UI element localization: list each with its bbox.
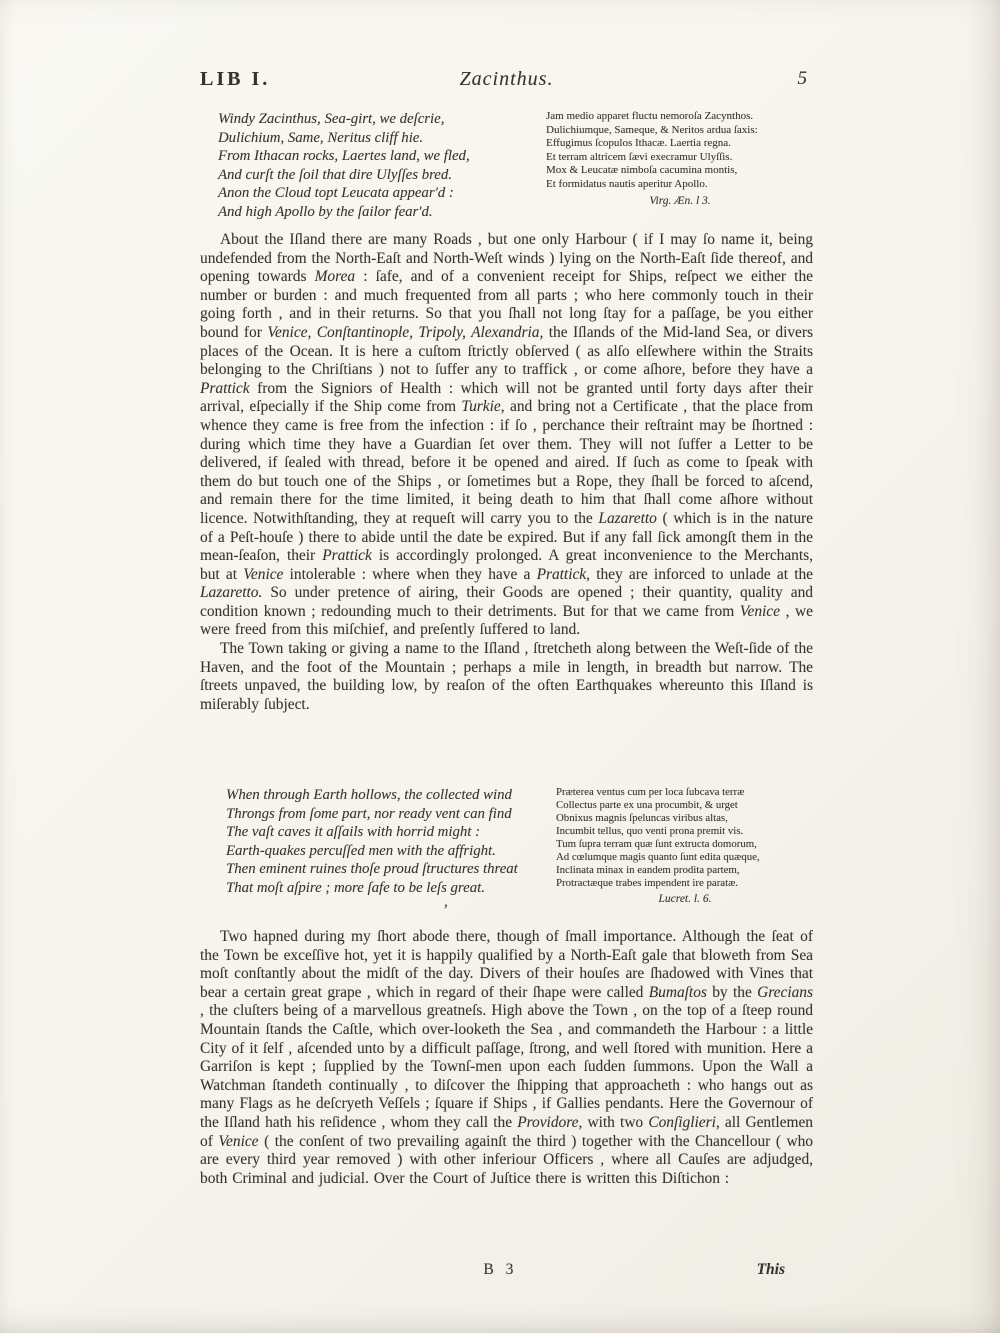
running-title: Zacinthus. xyxy=(459,68,554,90)
page-number: 5 xyxy=(797,68,807,89)
english-verse-lucretius: When through Earth hollows, the collected wind Throngs from ſome part, nor ready vent can find The vaſt caves it aſſails with horrid might : Earth-quakes percuſſed men with the affright. Then eminent ruines thoſe proud ſtructures threat That moſt aſpire ; more ſafe to be leſs great. xyxy=(226,787,518,896)
paragraph-island-harbour: About the Iſland there are many Roads , but one only Harbour ( if I may ſo name it, being undefended from the North-Eaſt and North-Weſt winds ) lying on the North-Eaſt ſide thereof, and opening towards Morea : ſafe, and of a convenient receipt for Ships, reſpect we either the number or burden : and much frequented from all parts ; who here commonly touch in their going forth , and in their returns. So that you ſhall not long ſtay for a paſſage, be you either bound for Venice, Conſtantinople, Tripoly, Alexandria, the Iſlands of the Mid-land Sea, or divers places of the Ocean. It is here a cuſtom ſtrictly obſerved ( as alſo elſewhere within the Straits belonging to the Chriſtians ) not to ſuffer any to traffick , or come aſhore, before they have a Prattick from the Signiors of Health : which will not be granted until forty days after their arrival, eſpecially if the Ship come from Turkie, and bring not a Certificate , that the place from whence they came is free from the infection : if ſo , perchance their reſtraint may be ſhortned : during which time they have a Guardian ſet over them. They will not ſuffer a Letter to be delivered, if ſealed with thread, before it be opened and aired. If ſuch as come to ſpeak with them do but touch one of the Ships , or ſometimes but a Rope, they ſhall be forced to aſcend, and remain there for the time limited, it being death to him that ſhall come aſhore without licence. Notwithſtanding, they at requeſt will carry you to the Lazaretto ( which is in the nature of a Peſt-houſe ) there to abide until the date be expired. But if any fall ſick amongſt them in the mean-ſeaſon, their Prattick is accordingly prolonged. A great inconvenience to the Merchants, but at Venice intolerable : where when they have a Prattick, they are inforced to unlade at the Lazaretto. So under pretence of airing, their Goods are opened ; their quantity, quality and condition known ; redounding much to their detriments. But for that we came from Venice , we were freed from this miſchief, and preſently ſuffered to land. xyxy=(200,231,813,639)
main-text-lower xyxy=(200,928,813,1188)
latin-verse-virgil: Jam medio apparet fluctu nemoroſa Zacynthos. Dulichiumque, Sameque, & Neritos ardua ſaxis: Effugimus ſcopulos Ithacæ. Laertia regna. Et terram altricem ſævi execramur Ulyſſis. Mox & Leucatæ nimboſa cacumina montis, Et formidatus nautis aperitur Apollo. xyxy=(546,110,758,190)
latin-verse-lucretius-wrap xyxy=(556,786,814,905)
catchword: This xyxy=(756,1261,785,1278)
book-label: LIB I. xyxy=(200,68,271,90)
main-text-upper xyxy=(200,231,813,714)
verse-block-virgil xyxy=(218,110,814,222)
paragraph-town-description: The Town taking or giving a name to the Iſland , ſtretcheth along between the Weſt-ſide of the Haven, and the foot of the Mountain ; perhaps a mile in length, in breadth but narrow. The ſtreets unpaved, the building low, by reaſon of the often Earthquakes whereunto this Iſland is miſerably ſubject. xyxy=(200,640,813,713)
paragraph-town-castle-government: Two hapned during my ſhort abode there, though of ſmall importance. Although the ſeat of the Town be exceſſive hot, yet it is happily qualified by a North-Eaſt gale that bloweth from Sea moſt conſtantly about the midſt of the day. Divers of their houſes are ſhadowed with Vines that bear a certain great grape , which in regard of their ſhape were called Bumaſtos by the Grecians , the cluſters being of a marvellous greatneſs. High above the Town , on the top of a ſteep round Mountain ſtands the Caſtle, which over-looketh the Sea , and commandeth the Harbour : a little City of it ſelf , aſcended unto by a difficult paſſage, ſtrong, and well ſtored with munition. Here a Garriſon is kept ; ſupplied by the Townſ-men upon each ſudden ſummons. Upon the Wall a Watchman ſtandeth continually , to diſcover the ſhipping that approacheth : who hangs out as many Flags as he deſcryeth Veſſels ; ſquare if Ships , if Gallies pendants. Here the Governour of the Iſland hath his reſidence , whom they call the Providore, with two Conſiglieri, all Gentlemen of Venice ( the conſent of two prevailing againſt the third ) together with the Chancellour ( who are every third year removed ) with other inferiour Officers , where all Cauſes are adjudged, both Criminal and judicial. Over the Court of Juſtice there is written this Diſtichon : xyxy=(200,928,813,1187)
stray-print-mark: , xyxy=(444,894,448,910)
signature-mark: B 3 xyxy=(483,1261,518,1278)
verse-attribution-virgil: Virg. Æn. l 3. xyxy=(649,194,711,207)
page-footer xyxy=(200,1261,813,1283)
page-header xyxy=(200,68,813,94)
verse-attribution-lucretius: Lucret. l. 6. xyxy=(658,893,712,905)
latin-verse-lucretius: Præterea ventus cum per loca ſubcava terræ Collectus parte ex una procumbit, & urget Obnixus magnis ſpeluncas viribus altas, Incumbit tellus, quo venti prona premit vis. Tum ſupra terram quæ ſunt extructa domorum, Ad cœlumque magis quanto ſunt edita quæque, Inclinata minax in eandem prodita partem, Protractæque trabes impendent ire paratæ. xyxy=(556,786,760,889)
latin-verse-virgil-wrap xyxy=(546,110,814,222)
english-verse-virgil: Windy Zacinthus, Sea-girt, we deſcrie, Dulichium, Same, Neritus cliff hie. From Ithacan rocks, Laertes land, we fled, And curſt the ſoil that dire Ulyſſes bred. Anon the Cloud topt Leucata appear'd : And high Apollo by the ſailor fear'd. xyxy=(218,111,470,220)
verse-block-lucretius xyxy=(226,786,814,905)
